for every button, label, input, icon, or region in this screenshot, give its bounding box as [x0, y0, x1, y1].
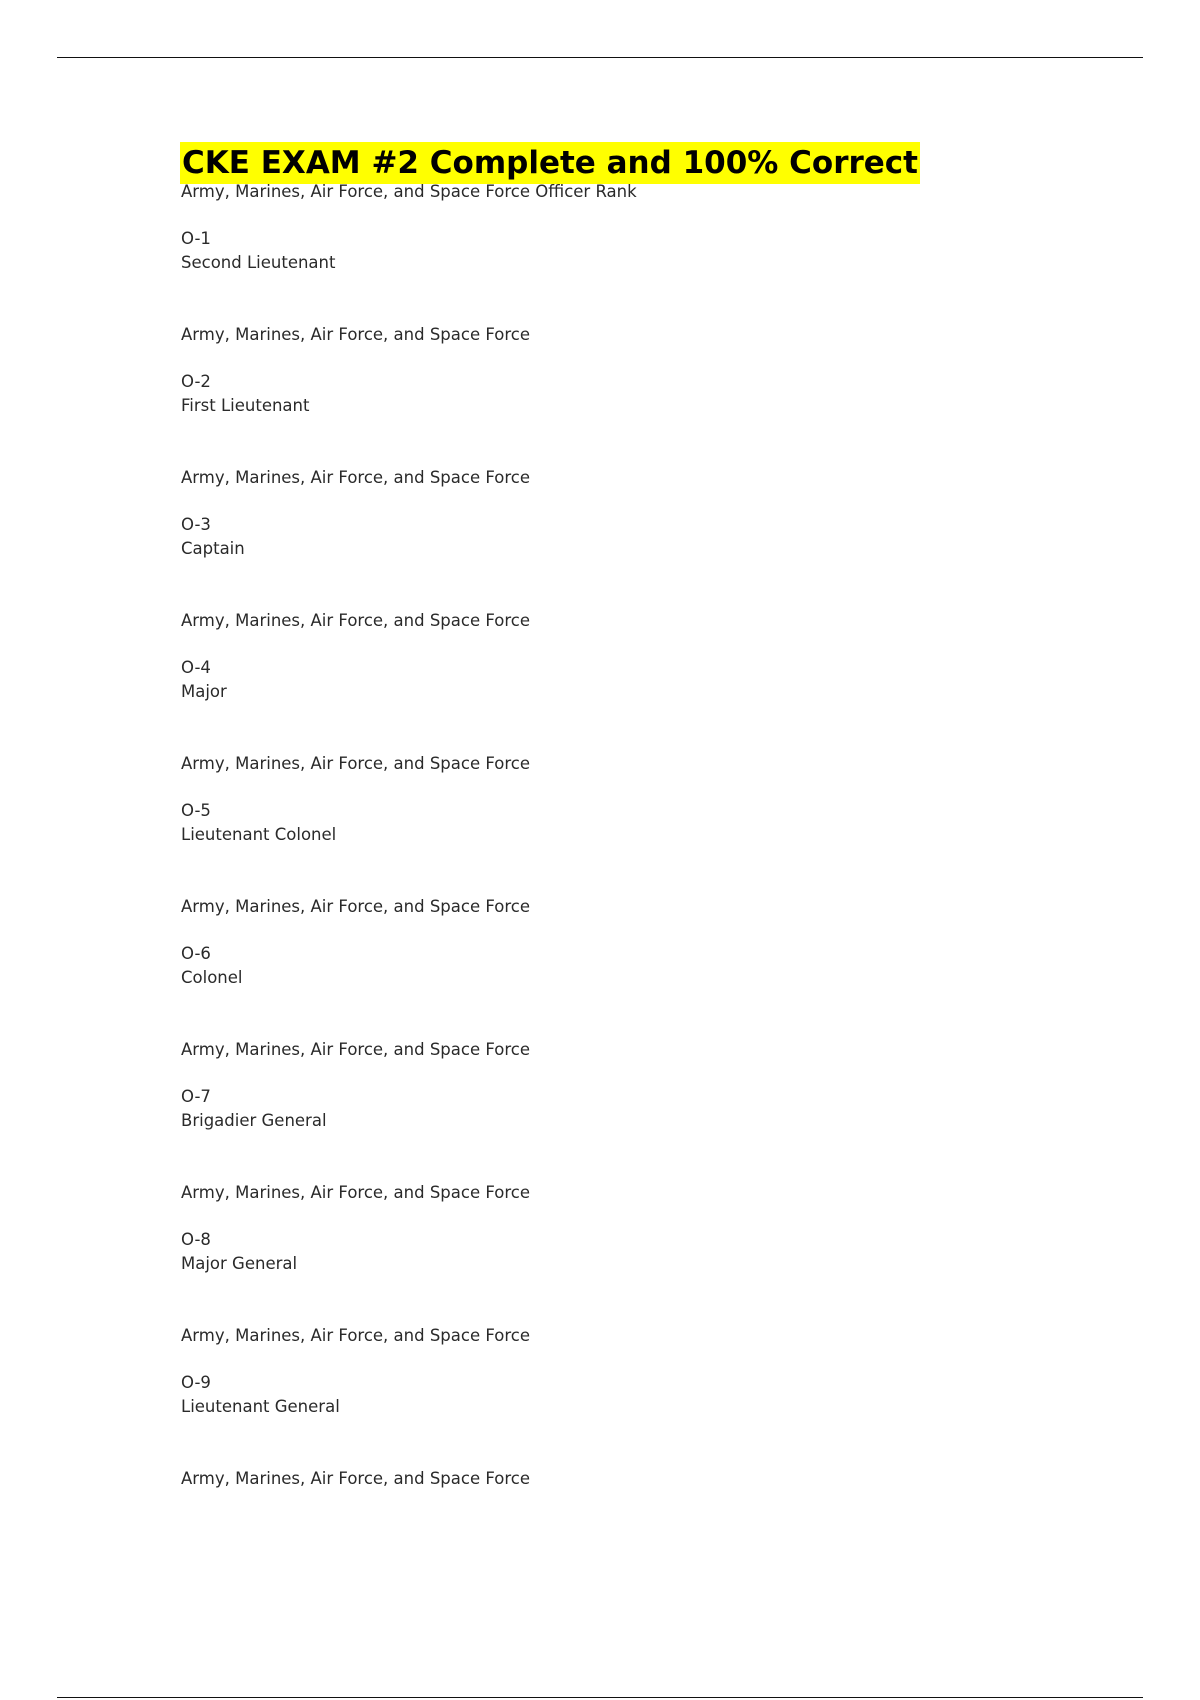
rank-title: Colonel: [181, 968, 243, 987]
intro-line: Army, Marines, Air Force, and Space Force Officer Rank: [181, 182, 637, 201]
rank-entry: [181, 370, 1081, 490]
rank-title: Brigadier General: [181, 1111, 327, 1130]
rank-title: First Lieutenant: [181, 396, 310, 415]
rank-code: O-2: [181, 372, 211, 391]
rank-branches: Army, Marines, Air Force, and Space Force: [181, 897, 531, 916]
rank-branches: Army, Marines, Air Force, and Space Force: [181, 1183, 531, 1202]
rank-entry: [181, 1085, 1081, 1205]
rank-code: O-7: [181, 1087, 211, 1106]
document-body: [181, 142, 1081, 1491]
header-rule: [57, 57, 1143, 58]
rank-entry: [181, 513, 1081, 633]
rank-branches: Army, Marines, Air Force, and Space Force: [181, 1040, 531, 1059]
rank-code: O-1: [181, 229, 211, 248]
rank-branches: Army, Marines, Air Force, and Space Force: [181, 611, 531, 630]
rank-entry: [181, 1228, 1081, 1348]
rank-title: Major General: [181, 1254, 298, 1273]
footer-rule: [57, 1697, 1143, 1698]
rank-entry: [181, 942, 1081, 1062]
rank-title: Lieutenant Colonel: [181, 825, 337, 844]
rank-code: O-4: [181, 658, 211, 677]
document-title: CKE EXAM #2 Complete and 100% Correct: [180, 142, 920, 184]
rank-title: Captain: [181, 539, 245, 558]
rank-code: O-5: [181, 801, 211, 820]
rank-code: O-3: [181, 515, 211, 534]
rank-code: O-6: [181, 944, 211, 963]
rank-title: Second Lieutenant: [181, 253, 336, 272]
rank-branches: Army, Marines, Air Force, and Space Force: [181, 1326, 531, 1345]
rank-branches: Army, Marines, Air Force, and Space Force: [181, 754, 531, 773]
rank-entry: [181, 656, 1081, 776]
rank-branches: Army, Marines, Air Force, and Space Force: [181, 1469, 531, 1488]
rank-branches: Army, Marines, Air Force, and Space Force: [181, 468, 531, 487]
rank-title: Major: [181, 682, 227, 701]
rank-title: Lieutenant General: [181, 1397, 340, 1416]
rank-code: O-9: [181, 1373, 211, 1392]
rank-entry: [181, 227, 1081, 347]
rank-branches: Army, Marines, Air Force, and Space Force: [181, 325, 531, 344]
rank-entry: [181, 1371, 1081, 1491]
rank-entry: [181, 799, 1081, 919]
rank-code: O-8: [181, 1230, 211, 1249]
